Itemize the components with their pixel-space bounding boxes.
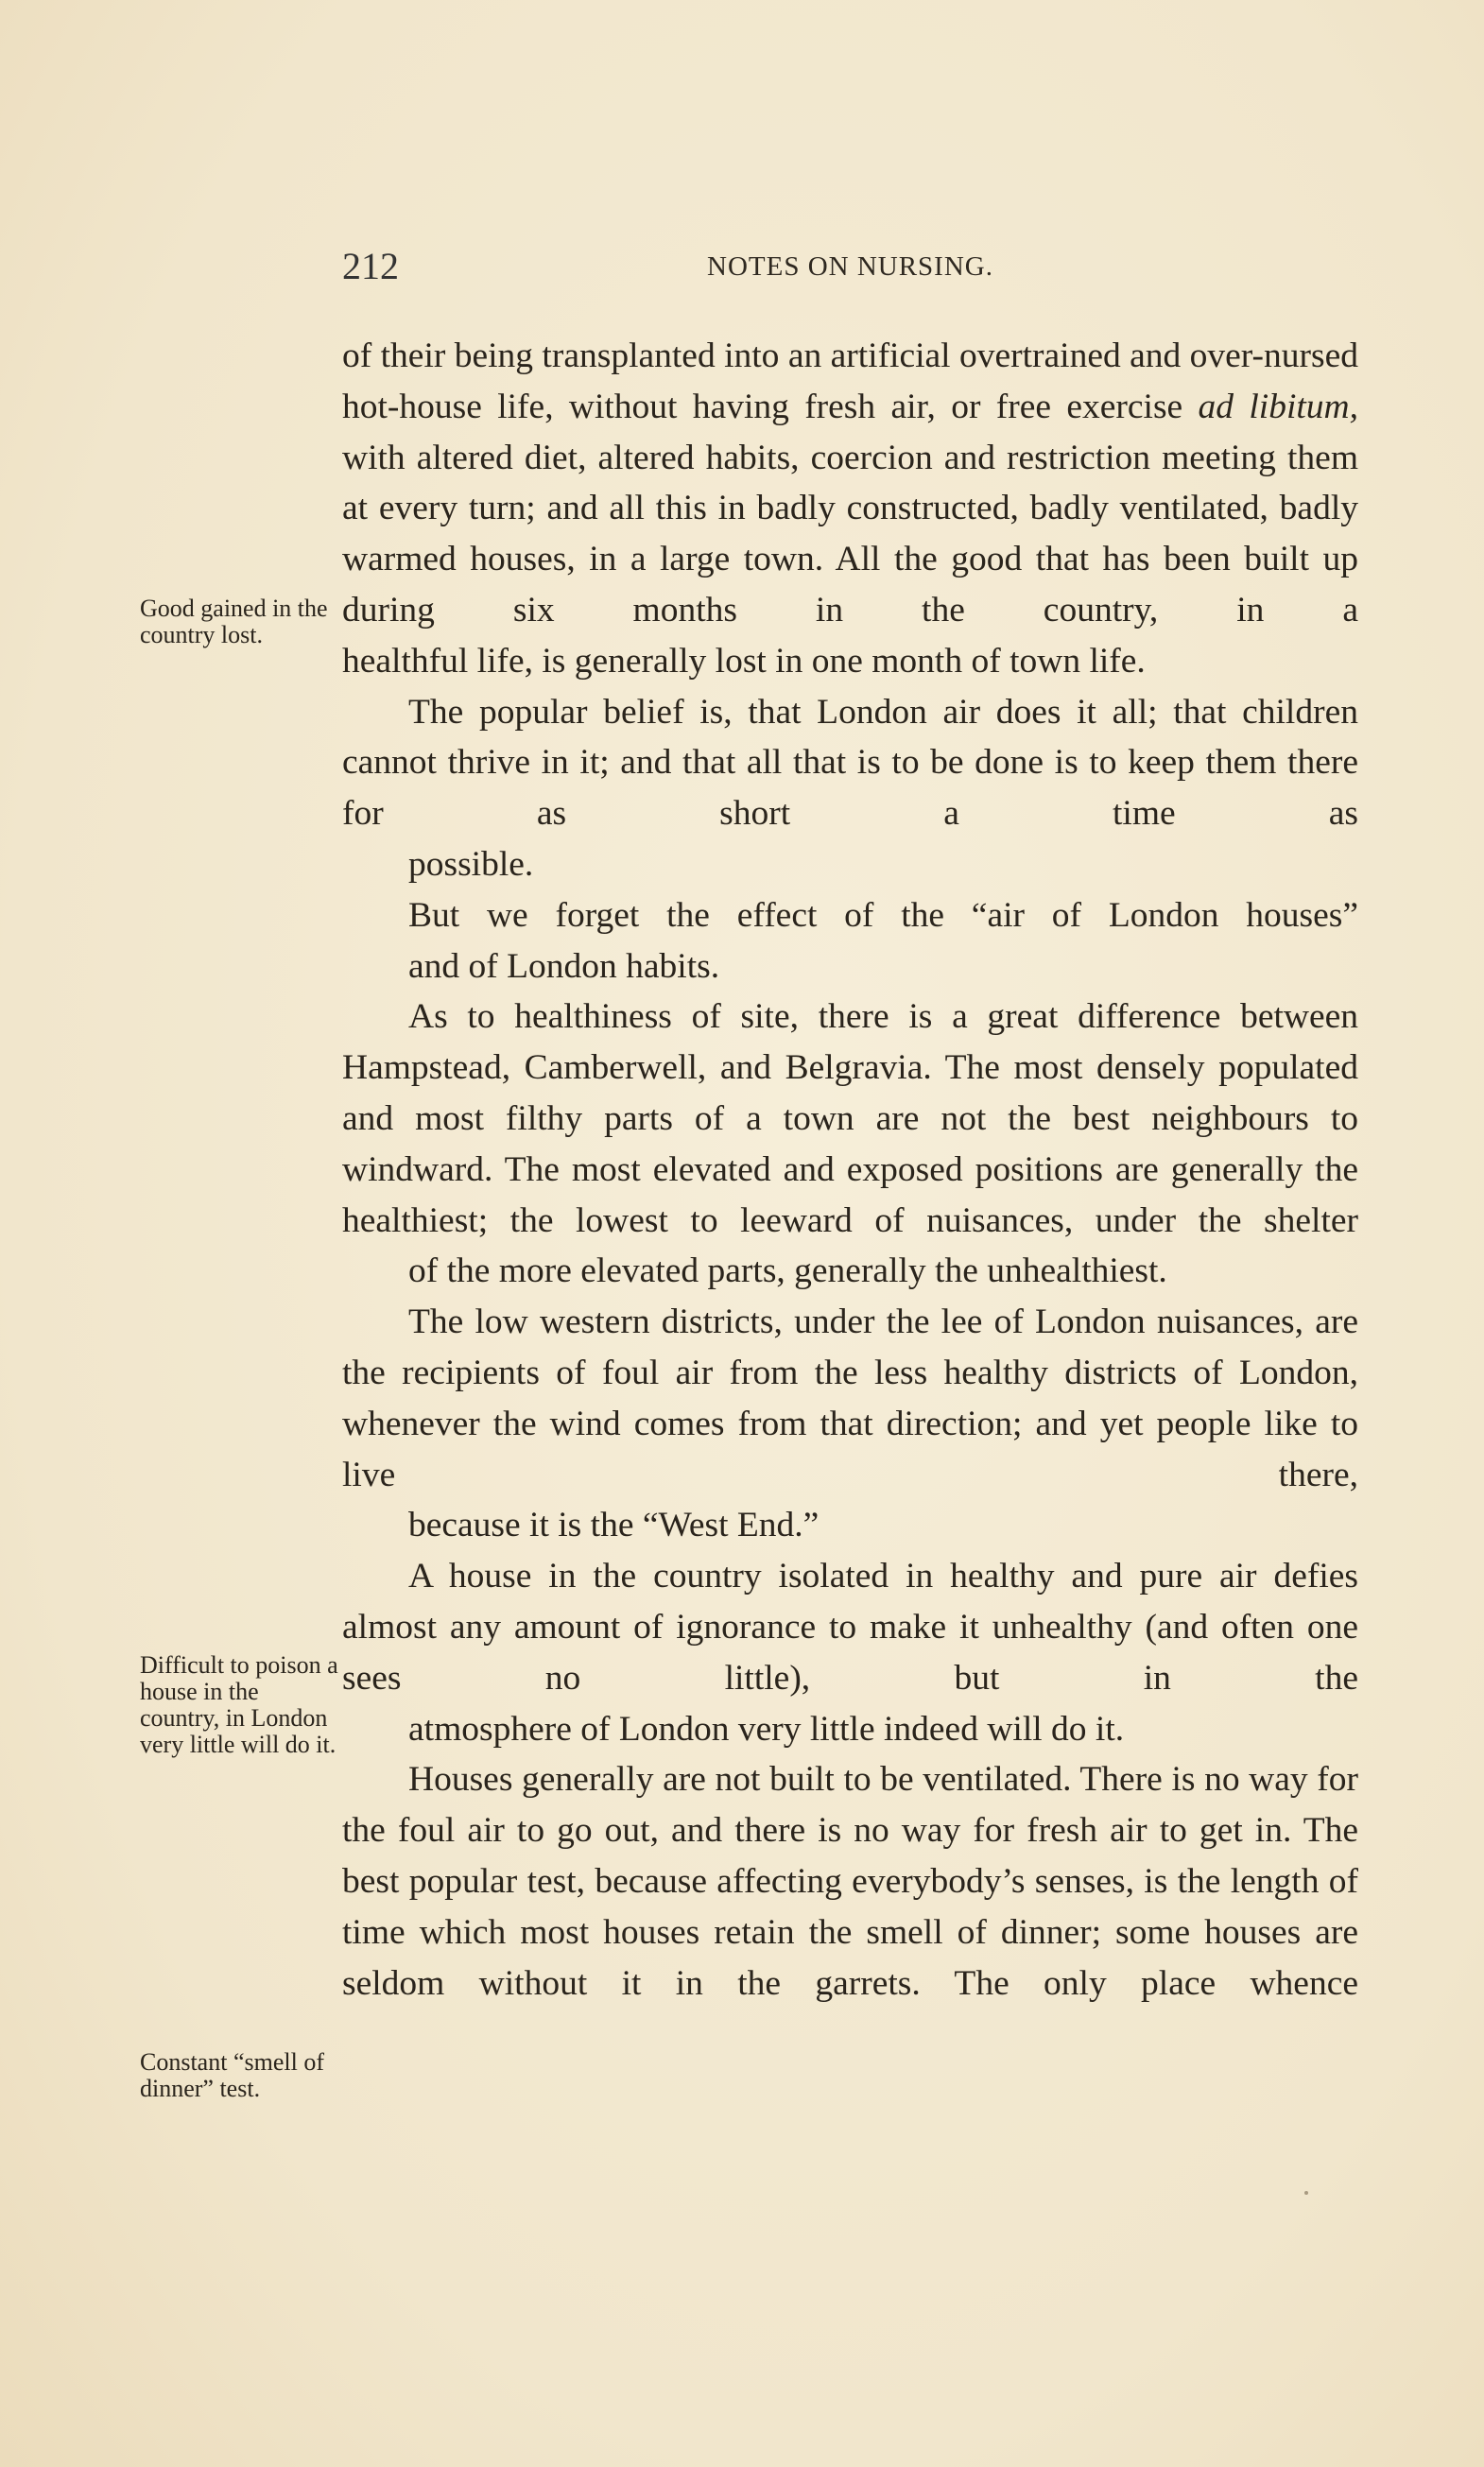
paragraph-1	[342, 331, 1358, 687]
sidenote-constant-smell: Constant “smell of dinner” test.	[140, 2048, 324, 2102]
paragraph-1-last-line: healthful life, is generally lost in one month of town life.	[342, 641, 1146, 681]
paragraph-4-last-line: of the more elevated parts, generally the unhealthiest.	[408, 1251, 1167, 1291]
paragraph-1-text-a: of their being transplanted into an artificial overtrained and over-nursed hot-house life, without having fresh air, or free exercise	[342, 336, 1358, 426]
paragraph-1-text-b: with altered diet, altered habits, coercion and restriction meeting them at every turn; and all this in badly constructed, badly ventilated, badly warmed houses, in a large town. All the good that has been built up during six months in the country, in a	[342, 438, 1358, 630]
paragraph-5	[342, 1297, 1358, 1551]
paragraph-2-last-line: possible.	[408, 844, 534, 884]
paragraph-6	[342, 1551, 1358, 1754]
page-header	[342, 244, 1358, 301]
paragraph-4-text: As to healthiness of site, there is a great difference between Hampstead, Camberwell, and Belgravia. The most densely populated and most filthy parts of a town are not the best neighbours to windward. The most elevated and exposed positions are generally the healthiest; the lowest to leeward of nuisances, under the shelter	[342, 997, 1358, 1240]
paragraph-4	[342, 992, 1358, 1297]
paragraph-6-text: A house in the country isolated in healthy and pure air defies almost any amount of ignorance to make it unhealthy (and often one sees no little), but in the	[342, 1557, 1358, 1698]
page-number: 212	[342, 245, 399, 287]
paragraph-7-text: Houses generally are not built to be ventilated. There is no way for the foul air to go out, and there is no way for fresh air to get in. The best popular test, because affecting everybody’s senses, is the length of time which most houses retain the smell of dinner; some houses are seldom without it in the garrets. The only place whence	[342, 1760, 1358, 2003]
sidenote-difficult-to-poison: Difficult to poison a house in the country, in London very little will do it.	[140, 1651, 338, 1758]
paragraph-5-text: The low western districts, under the lee of London nuisances, are the recipients of foul air from the less healthy districts of London, whenever the wind comes from that direction; and yet people like to live there,	[342, 1303, 1358, 1494]
sidenote-good-gained: Good gained in the country lost.	[140, 595, 328, 648]
paragraph-6-last-line: atmosphere of London very little indeed will do it.	[408, 1709, 1125, 1749]
paragraph-7	[342, 1754, 1358, 2009]
paragraph-3-text: But we forget the effect of the “air of London houses”	[408, 895, 1358, 935]
paragraph-5-last-line: because it is the “West End.”	[408, 1506, 820, 1545]
paragraph-2-text: The popular belief is, that London air does it all; that children cannot thrive in it; and that all that is to be done is to keep them there for as short a time as	[342, 692, 1358, 834]
paragraph-3	[342, 890, 1358, 992]
body-text	[342, 331, 1358, 2009]
paper-speck	[1304, 2191, 1308, 2195]
paragraph-1-italic: ad libitum,	[1198, 387, 1359, 426]
running-head: NOTES ON NURSING.	[707, 251, 993, 282]
paragraph-2	[342, 687, 1358, 890]
paragraph-3-last-line: and of London habits.	[408, 946, 720, 986]
